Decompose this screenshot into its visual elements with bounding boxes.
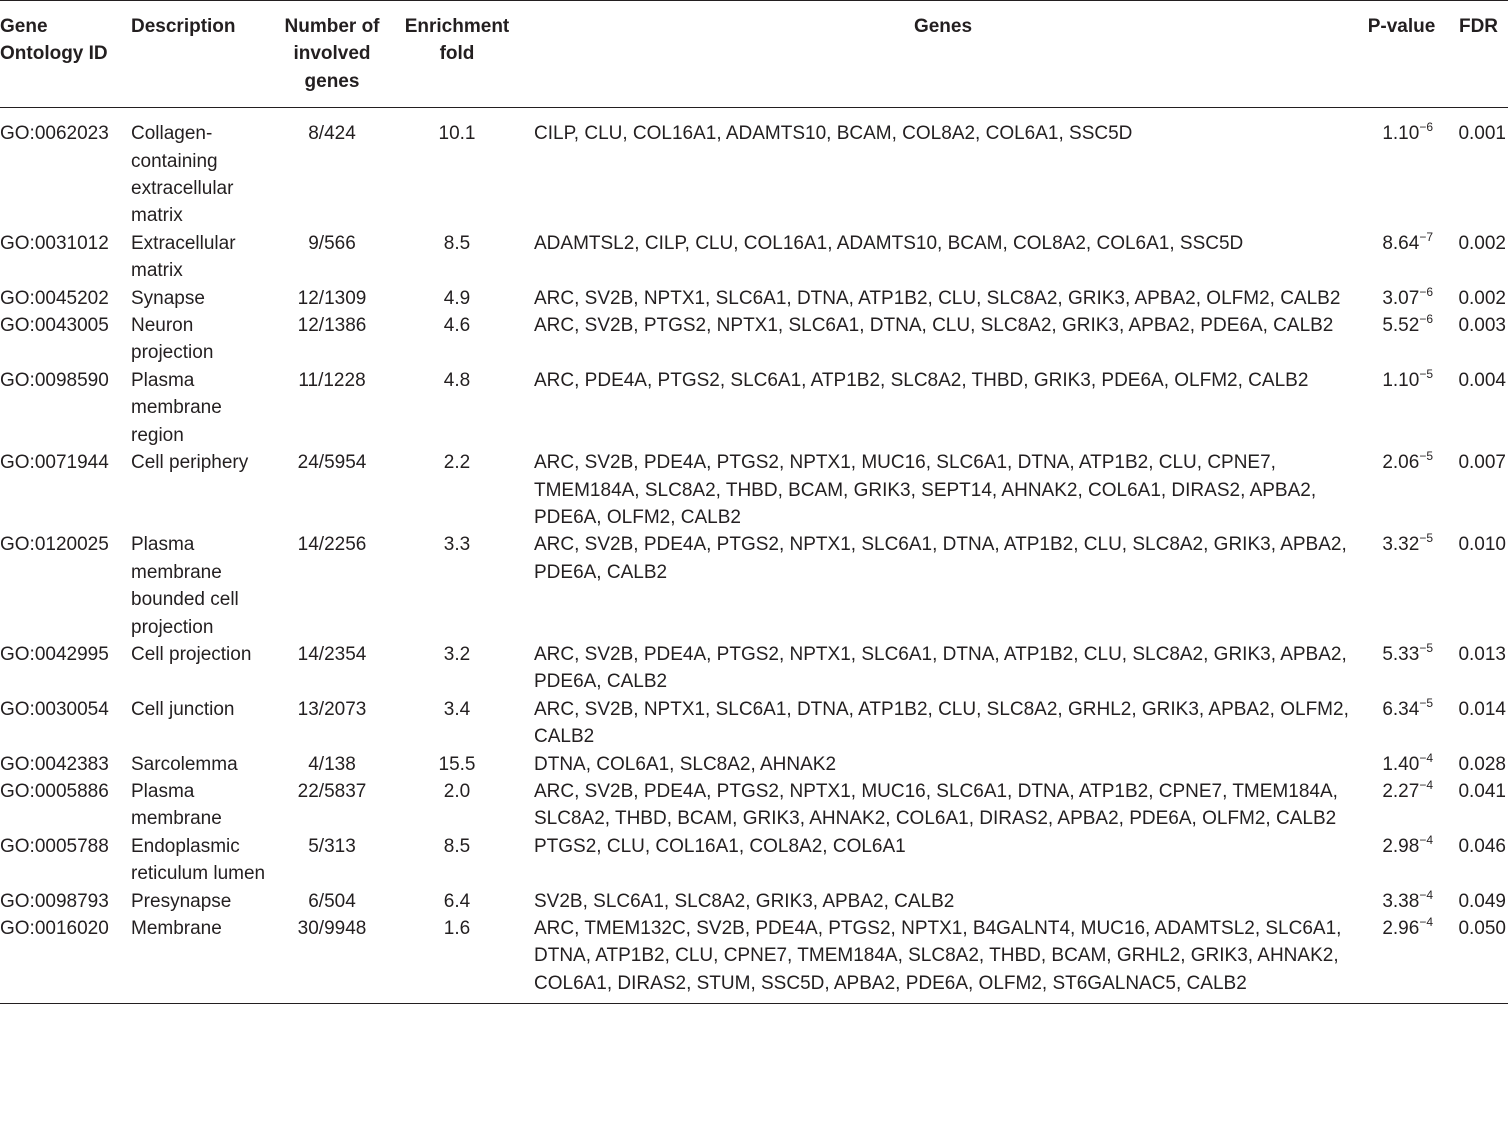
genes-cell: ARC, SV2B, PTGS2, NPTX1, SLC6A1, DTNA, CLU, SLC8A2, GRIK3, APBA2, PDE6A, CALB2 <box>534 315 1334 337</box>
description-cell: Presynapse <box>131 890 232 912</box>
table-row <box>0 888 1508 915</box>
table-row <box>0 833 1508 888</box>
genes-cell: CILP, CLU, COL16A1, ADAMTS10, BCAM, COL8A2, COL6A1, SSC5D <box>534 123 1133 145</box>
description-cell: Sarcolemma <box>131 753 238 775</box>
header-genes: Genes <box>913 16 973 37</box>
go-id-cell: GO:0042995 <box>0 643 109 665</box>
fdr-cell: 0.007 <box>1458 452 1506 474</box>
p-value-cell <box>1356 531 1447 641</box>
table-row <box>0 696 1508 751</box>
enrichment-fold-cell: 15.5 <box>438 753 476 775</box>
p-value-base: 3.38 <box>1382 890 1420 912</box>
p-value-cell <box>1356 888 1447 915</box>
description-cell: Plasma membrane region <box>131 369 222 446</box>
go-id-cell: GO:0042383 <box>0 753 109 775</box>
p-value-exponent: −4 <box>1419 887 1433 902</box>
p-value-cell <box>1356 449 1447 531</box>
genes-cell: ARC, SV2B, PDE4A, PTGS2, NPTX1, SLC6A1, DTNA, ATP1B2, CLU, SLC8A2, GRIK3, APBA2, PDE6A, CALB2 <box>534 643 1347 693</box>
enrichment-fold-cell: 1.6 <box>443 918 471 939</box>
p-value-base: 2.96 <box>1382 918 1420 939</box>
enrichment-fold-cell: 2.2 <box>443 452 471 474</box>
fdr-cell: 0.002 <box>1458 287 1506 309</box>
p-value-cell <box>1356 696 1447 751</box>
enrichment-fold-cell: 4.6 <box>443 315 471 337</box>
p-value-cell <box>1356 778 1447 833</box>
table-row <box>0 108 1508 230</box>
p-value-exponent: −6 <box>1419 284 1433 299</box>
p-value-exponent: −4 <box>1419 777 1433 792</box>
p-value-cell <box>1356 641 1447 696</box>
genes-cell: PTGS2, CLU, COL16A1, COL8A2, COL6A1 <box>534 835 906 857</box>
genes-cell: SV2B, SLC6A1, SLC8A2, GRIK3, APBA2, CALB2 <box>534 890 955 912</box>
header-go-id: Gene Ontology ID <box>0 16 108 65</box>
fdr-cell: 0.013 <box>1458 643 1506 665</box>
table-row <box>0 367 1508 449</box>
fdr-cell: 0.046 <box>1458 835 1506 857</box>
go-id-cell: GO:0045202 <box>0 287 109 309</box>
table-row <box>0 312 1508 367</box>
fdr-cell: 0.010 <box>1458 534 1506 556</box>
go-id-cell: GO:0030054 <box>0 698 109 720</box>
p-value-cell <box>1356 367 1447 449</box>
description-cell: Synapse <box>131 287 205 309</box>
table-row <box>0 285 1508 312</box>
p-value-exponent: −4 <box>1419 750 1433 765</box>
fdr-cell: 0.001 <box>1458 123 1506 145</box>
p-value-base: 2.27 <box>1382 780 1420 802</box>
genes-cell: ARC, PDE4A, PTGS2, SLC6A1, ATP1B2, SLC8A2, THBD, GRIK3, PDE6A, OLFM2, CALB2 <box>534 369 1309 391</box>
genes-cell: ADAMTSL2, CILP, CLU, COL16A1, ADAMTS10, BCAM, COL8A2, COL6A1, SSC5D <box>534 232 1244 254</box>
number-of-genes-cell: 4/138 <box>308 753 356 775</box>
p-value-cell <box>1356 833 1447 888</box>
number-of-genes-cell: 14/2354 <box>297 643 367 665</box>
enrichment-fold-cell: 8.5 <box>443 232 471 254</box>
go-id-cell: GO:0062023 <box>0 123 109 145</box>
p-value-base: 2.06 <box>1382 452 1420 474</box>
description-cell: Endoplasmic reticulum lumen <box>131 835 266 885</box>
table-row <box>0 915 1508 1004</box>
description-cell: Extracellular matrix <box>131 232 236 282</box>
go-id-cell: GO:0005788 <box>0 835 109 857</box>
p-value-base: 8.64 <box>1382 232 1420 254</box>
enrichment-fold-cell: 3.2 <box>443 643 471 665</box>
description-cell: Plasma membrane <box>131 780 222 830</box>
p-value-base: 1.10 <box>1382 369 1420 391</box>
p-value-exponent: −4 <box>1419 832 1433 847</box>
description-cell: Cell projection <box>131 643 252 665</box>
p-value-base: 5.33 <box>1382 643 1420 665</box>
go-id-cell: GO:0043005 <box>0 315 109 337</box>
number-of-genes-cell: 22/5837 <box>297 780 367 802</box>
genes-cell: ARC, SV2B, NPTX1, SLC6A1, DTNA, ATP1B2, CLU, SLC8A2, GRHL2, GRIK3, APBA2, OLFM2, CALB2 <box>534 698 1349 748</box>
p-value-exponent: −6 <box>1419 120 1433 135</box>
enrichment-fold-cell: 3.3 <box>443 534 471 556</box>
fdr-cell: 0.004 <box>1458 369 1506 391</box>
go-id-cell: GO:0120025 <box>0 534 109 556</box>
header-number-of-genes: Number of involved genes <box>284 16 380 92</box>
go-id-cell: GO:0031012 <box>0 232 109 254</box>
p-value-cell <box>1356 108 1447 230</box>
p-value-cell <box>1356 751 1447 778</box>
number-of-genes-cell: 6/504 <box>308 890 356 912</box>
p-value-exponent: −5 <box>1419 449 1433 464</box>
number-of-genes-cell: 9/566 <box>308 232 356 254</box>
p-value-cell <box>1356 285 1447 312</box>
enrichment-fold-cell: 10.1 <box>438 123 476 145</box>
enrichment-fold-cell: 6.4 <box>443 890 471 912</box>
table-row <box>0 778 1508 833</box>
p-value-base: 1.40 <box>1382 753 1420 775</box>
description-cell: Cell junction <box>131 698 235 720</box>
genes-cell: DTNA, COL6A1, SLC8A2, AHNAK2 <box>534 753 837 775</box>
p-value-base: 6.34 <box>1382 698 1420 720</box>
fdr-cell: 0.003 <box>1458 315 1506 337</box>
description-cell: Cell periphery <box>131 452 249 474</box>
p-value-exponent: −4 <box>1419 915 1433 929</box>
number-of-genes-cell: 12/1386 <box>297 315 367 337</box>
header-fdr: FDR <box>1458 16 1499 37</box>
number-of-genes-cell: 24/5954 <box>297 452 367 474</box>
p-value-base: 2.98 <box>1382 835 1420 857</box>
table-row <box>0 641 1508 696</box>
description-cell: Neuron projection <box>131 315 214 364</box>
p-value-base: 5.52 <box>1382 315 1420 337</box>
p-value-exponent: −6 <box>1419 312 1433 327</box>
p-value-cell <box>1356 312 1447 367</box>
fdr-cell: 0.050 <box>1458 918 1506 939</box>
go-id-cell: GO:0016020 <box>0 918 109 939</box>
genes-cell: ARC, SV2B, PDE4A, PTGS2, NPTX1, SLC6A1, DTNA, ATP1B2, CLU, SLC8A2, GRIK3, APBA2, PDE6A, CALB2 <box>534 534 1347 583</box>
p-value-cell <box>1356 230 1447 285</box>
genes-cell: ARC, SV2B, PDE4A, PTGS2, NPTX1, MUC16, SLC6A1, DTNA, ATP1B2, CPNE7, TMEM184A, SLC8A2, THBD, BCAM, GRIK3, AHNAK2, COL6A1, DIRAS2, APBA2, PDE6A, OLFM2, CALB2 <box>534 780 1338 830</box>
fdr-cell: 0.028 <box>1458 753 1506 775</box>
p-value-exponent: −5 <box>1419 695 1433 710</box>
table-row <box>0 751 1508 778</box>
number-of-genes-cell: 12/1309 <box>297 287 367 309</box>
fdr-cell: 0.014 <box>1458 698 1506 720</box>
enrichment-fold-cell: 4.8 <box>443 369 471 391</box>
number-of-genes-cell: 30/9948 <box>297 918 367 939</box>
header-enrichment-fold: Enrichment fold <box>404 16 510 65</box>
number-of-genes-cell: 5/313 <box>308 835 356 857</box>
number-of-genes-cell: 13/2073 <box>297 698 367 720</box>
go-id-cell: GO:0098590 <box>0 369 109 391</box>
go-id-cell: GO:0098793 <box>0 890 109 912</box>
table-body <box>0 108 1508 1004</box>
enrichment-fold-cell: 3.4 <box>443 698 471 720</box>
enrichment-fold-cell: 4.9 <box>443 287 471 309</box>
fdr-cell: 0.002 <box>1458 232 1506 254</box>
p-value-base: 1.10 <box>1382 123 1420 145</box>
header-description: Description <box>131 16 236 37</box>
p-value-base: 3.32 <box>1382 534 1420 556</box>
fdr-cell: 0.041 <box>1458 780 1506 802</box>
table-row <box>0 449 1508 531</box>
description-cell: Membrane <box>131 918 222 939</box>
number-of-genes-cell: 11/1228 <box>298 369 366 391</box>
header-row <box>0 1 1508 108</box>
genes-cell: ARC, TMEM132C, SV2B, PDE4A, PTGS2, NPTX1, B4GALNT4, MUC16, ADAMTSL2, SLC6A1, DTNA, ATP1B2, CLU, CPNE7, TMEM184A, SLC8A2, THBD, BCAM, GRHL2, GRIK3, AHNAK2, COL6A1, DIRAS2, STUM, SSC5D, APBA2, PDE6A, OLFM2, ST6GALNAC5, CALB2 <box>534 918 1342 994</box>
table-row <box>0 230 1508 285</box>
header-p-value: P-value <box>1367 16 1436 37</box>
enrichment-fold-cell: 8.5 <box>443 835 471 857</box>
table-row <box>0 531 1508 641</box>
table-header <box>0 1 1508 108</box>
p-value-exponent: −5 <box>1419 531 1433 546</box>
p-value-exponent: −5 <box>1419 366 1433 381</box>
description-cell: Collagen-containing extracellular matrix <box>131 123 234 227</box>
p-value-exponent: −5 <box>1419 640 1433 655</box>
genes-cell: ARC, SV2B, PDE4A, PTGS2, NPTX1, MUC16, SLC6A1, DTNA, ATP1B2, CLU, CPNE7, TMEM184A, SLC8A2, THBD, BCAM, GRIK3, SEPT14, AHNAK2, COL6A1, DIRAS2, APBA2, PDE6A, OLFM2, CALB2 <box>534 452 1317 528</box>
go-id-cell: GO:0005886 <box>0 780 109 802</box>
number-of-genes-cell: 8/424 <box>308 123 356 145</box>
genes-cell: ARC, SV2B, NPTX1, SLC6A1, DTNA, ATP1B2, CLU, SLC8A2, GRIK3, APBA2, OLFM2, CALB2 <box>534 287 1341 309</box>
fdr-cell: 0.049 <box>1458 890 1506 912</box>
enrichment-fold-cell: 2.0 <box>443 780 471 802</box>
description-cell: Plasma membrane bounded cell projection <box>131 534 239 638</box>
p-value-exponent: −7 <box>1419 229 1433 244</box>
number-of-genes-cell: 14/2256 <box>297 534 367 556</box>
p-value-base: 3.07 <box>1382 287 1420 309</box>
go-id-cell: GO:0071944 <box>0 452 109 474</box>
p-value-cell <box>1356 915 1447 1004</box>
